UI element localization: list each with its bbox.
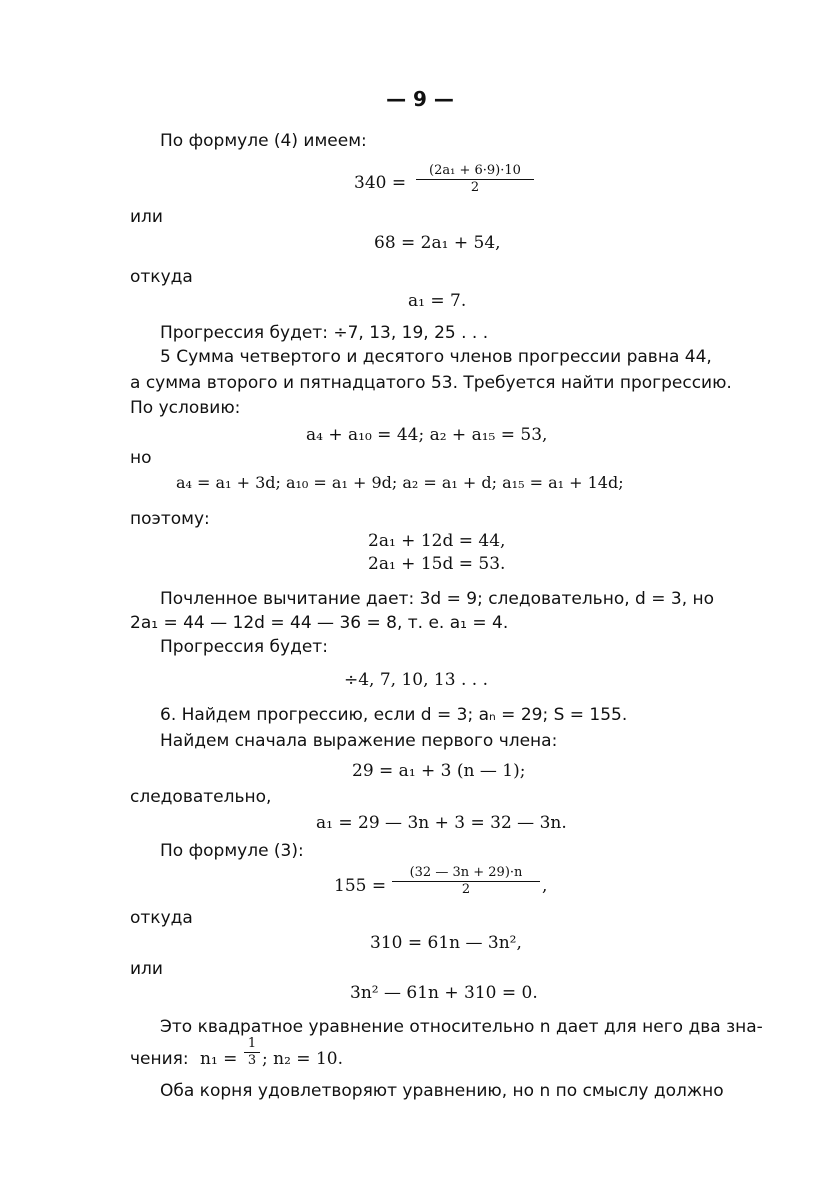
- word-otkuda: откуда: [130, 267, 193, 287]
- roots-label: чения:: [130, 1049, 189, 1069]
- equation-340-fraction: [416, 163, 534, 196]
- equation-155-comma: ,: [542, 876, 548, 896]
- subtraction-line-1: Почленное вычитание дает: 3d = 9; следовательно, d = 3, но: [160, 589, 715, 609]
- problem-5-line-1: 5 Сумма четвертого и десятого членов прогрессии равна 44,: [160, 347, 712, 367]
- fraction-numerator: (32 — 3n + 29)·n: [392, 865, 540, 882]
- fraction-numerator: (2a₁ + 6·9)·10: [416, 163, 534, 180]
- word-ili: или: [130, 207, 163, 227]
- word-otkuda: откуда: [130, 908, 193, 928]
- page-number: — 9 —: [386, 87, 454, 111]
- fraction-numerator: 1: [244, 1036, 260, 1053]
- equation-155-fraction: [392, 865, 540, 898]
- text-line: По формуле (4) имеем:: [160, 131, 367, 151]
- problem-6-line-2: Найдем сначала выражение первого члена:: [160, 731, 558, 751]
- equation-quadratic: 3n² — 61n + 310 = 0.: [350, 983, 538, 1003]
- subtraction-line-2: 2a₁ = 44 — 12d = 44 — 36 = 8, т. е. a₁ = 4.: [130, 613, 509, 633]
- equation-310: 310 = 61n — 3n²,: [370, 933, 522, 953]
- equation-system-1: 2a₁ + 12d = 44,: [368, 531, 506, 551]
- progression-values: ÷4, 7, 10, 13 . . .: [344, 670, 488, 690]
- progression-line: Прогрессия будет: ÷7, 13, 19, 25 . . .: [160, 323, 489, 343]
- word-ili: или: [130, 959, 163, 979]
- equation-system-2: 2a₁ + 15d = 53.: [368, 554, 506, 574]
- root-n1-fraction: [244, 1036, 260, 1069]
- problem-5-line-2: а сумма второго и пятнадцатого 53. Требуется найти прогрессию.: [130, 373, 732, 393]
- equation-a1-expr: a₁ = 29 — 3n + 3 = 32 — 3n.: [316, 813, 567, 833]
- progression-label: Прогрессия будет:: [160, 637, 328, 657]
- problem-5-line-3: По условию:: [130, 398, 241, 418]
- word-poetomu: поэтому:: [130, 509, 210, 529]
- equation-340-left: 340 =: [354, 173, 407, 193]
- equation-conditions: a₄ + a₁₀ = 44; a₂ + a₁₅ = 53,: [306, 425, 548, 445]
- equation-29: 29 = a₁ + 3 (n — 1);: [352, 761, 526, 781]
- problem-6-line-1: 6. Найдем прогрессию, если d = 3; aₙ = 29; S = 155.: [160, 705, 628, 725]
- equation-68: 68 = 2a₁ + 54,: [374, 233, 501, 253]
- root-n1-label: n₁ =: [200, 1049, 238, 1069]
- quadratic-text-line-1: Это квадратное уравнение относительно n дает для него два зна-: [160, 1017, 763, 1037]
- fraction-denominator: 2: [470, 180, 480, 195]
- word-no: но: [130, 448, 152, 468]
- word-sledovatelno: следовательно,: [130, 787, 272, 807]
- root-n2: ; n₂ = 10.: [262, 1049, 343, 1069]
- fraction-denominator: 3: [247, 1053, 257, 1068]
- equation-a1-7: a₁ = 7.: [408, 291, 467, 311]
- equation-155-left: 155 =: [334, 876, 387, 896]
- formula-3-line: По формуле (3):: [160, 841, 304, 861]
- last-line: Оба корня удовлетворяют уравнению, но n по смыслу должно: [160, 1081, 724, 1101]
- fraction-denominator: 2: [461, 882, 471, 897]
- equation-terms: a₄ = a₁ + 3d; a₁₀ = a₁ + 9d; a₂ = a₁ + d; a₁₅ = a₁ + 14d;: [176, 473, 624, 492]
